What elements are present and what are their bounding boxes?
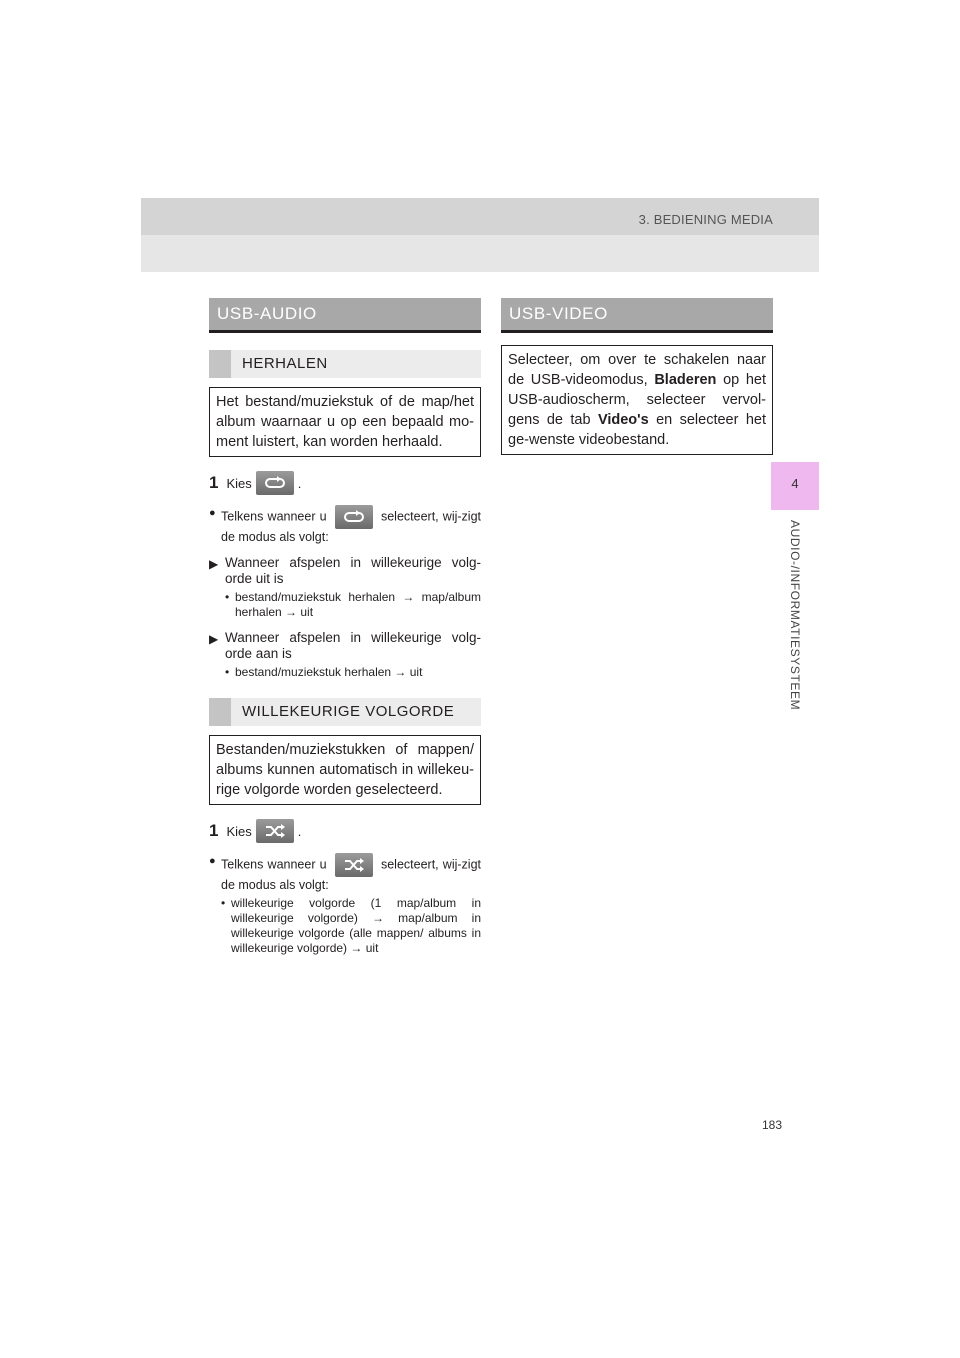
- video-text-2: op het USB-audioscherm, selecteer vervol-gens de tab: [508, 372, 767, 428]
- subheading-marker: [209, 698, 231, 726]
- section-title: 3. BEDIENING MEDIA: [638, 212, 773, 227]
- videos-tab-label: Video's: [597, 412, 649, 428]
- repeat-heading-text: HERHALEN: [242, 355, 328, 372]
- random-detail: [209, 896, 481, 956]
- random-detail-text: willekeurige volgorde (1 map/album in willekeurige volgorde) → map/album in willekeurige volgorde (alle mappen/ albums in willekeurige volgorde) → uit: [231, 896, 481, 955]
- header-band: [141, 198, 819, 272]
- right-column: [501, 298, 773, 455]
- repeat-icon: [256, 471, 294, 495]
- chapter-number: 4: [791, 476, 799, 491]
- case-detail: [209, 665, 481, 680]
- bullet-text-pre: Telkens wanneer u: [221, 509, 327, 524]
- page-number: 183: [762, 1118, 783, 1132]
- browse-label: Bladeren: [654, 372, 717, 388]
- repeat-icon: [335, 505, 373, 529]
- triangle-right-icon: ▶: [209, 557, 219, 571]
- step-suffix: .: [297, 823, 302, 839]
- sub-bullet-dot-icon: •: [221, 896, 226, 910]
- bullet-text-post: selecteert, wij-zigt de modus als volgt:: [221, 509, 481, 544]
- bullet-dot-icon: ●: [209, 507, 216, 519]
- case-title: Wanneer afspelen in willekeurige volg-orde uit is: [225, 555, 481, 586]
- repeat-bullet: [209, 505, 481, 545]
- case-shuffle-on: [209, 630, 481, 662]
- shuffle-icon: [256, 819, 294, 843]
- repeat-subheading: [209, 350, 481, 378]
- sub-bullet-dot-icon: •: [225, 590, 230, 604]
- bullet-dot-icon: ●: [209, 855, 216, 867]
- video-text-1: Selecteer, om over te schakelen naar de USB-videomodus,: [508, 352, 766, 388]
- case-detail-text: bestand/muziekstuk herhalen → uit: [235, 665, 423, 679]
- usb-video-heading: USB-VIDEO: [501, 298, 773, 333]
- bullet-text-pre: Telkens wanneer u: [221, 857, 327, 872]
- case-detail-text: bestand/muziekstuk herhalen → map/album herhalen → uit: [235, 590, 481, 619]
- step-number: 1: [209, 473, 219, 492]
- random-subheading: [209, 698, 481, 726]
- shuffle-icon: [335, 853, 373, 877]
- triangle-right-icon: ▶: [209, 632, 219, 646]
- random-heading-text: WILLEKEURIGE VOLGORDE: [242, 703, 455, 720]
- step-suffix: .: [297, 475, 302, 491]
- bullet-text-post: selecteert, wij-zigt de modus als volgt:: [221, 857, 481, 892]
- left-column: [209, 298, 481, 956]
- random-step: [209, 819, 481, 843]
- chapter-tab: [771, 462, 819, 510]
- repeat-intro-box: Het bestand/muziekstuk of de map/het album waarnaar u op een bepaald mo-ment luistert, kan worden herhaald.: [209, 387, 481, 457]
- step-text: Kies: [226, 475, 252, 491]
- case-title: Wanneer afspelen in willekeurige volg-orde aan is: [225, 630, 481, 661]
- step-text: Kies: [226, 823, 252, 839]
- chapter-label: AUDIO-/INFORMATIESYSTEEM: [788, 520, 802, 711]
- case-shuffle-off: [209, 555, 481, 587]
- usb-audio-heading: USB-AUDIO: [209, 298, 481, 333]
- subheading-marker: [209, 350, 231, 378]
- random-bullet: [209, 853, 481, 893]
- random-intro-box: Bestanden/muziekstukken of mappen/ albums kunnen automatisch in willekeu-rige volgorde worden geselecteerd.: [209, 735, 481, 805]
- step-number: 1: [209, 821, 219, 840]
- usb-video-box: [501, 345, 773, 455]
- case-detail: [209, 590, 481, 620]
- repeat-step: [209, 471, 481, 495]
- video-text-3: en selecteer het ge-wenste videobestand.: [508, 412, 766, 448]
- sub-bullet-dot-icon: •: [225, 665, 230, 679]
